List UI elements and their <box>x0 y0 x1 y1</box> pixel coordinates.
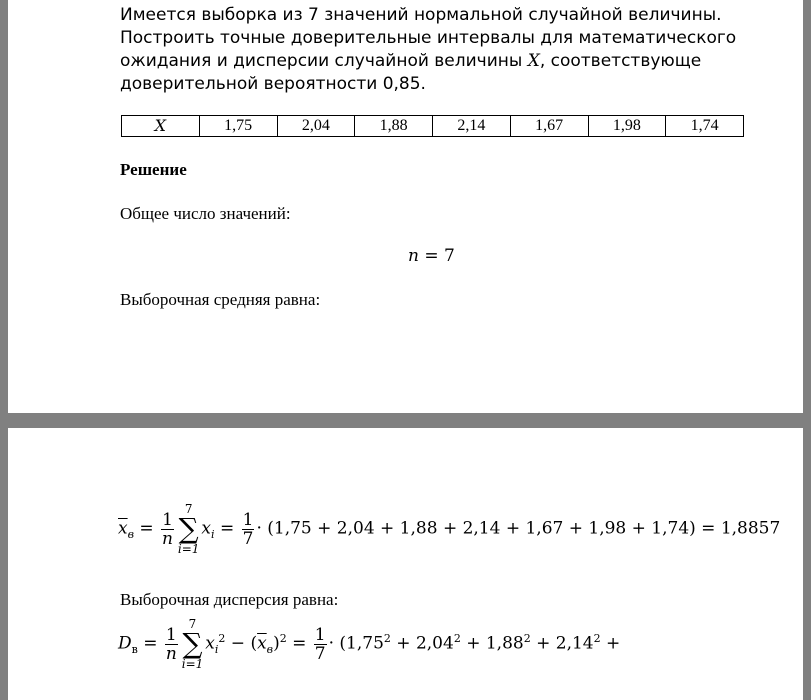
table-cell: 1,88 <box>355 116 433 137</box>
variance-mean-power: 2 <box>279 631 287 645</box>
variance-term-1-power: 2 <box>383 631 391 645</box>
variance-formula <box>118 618 620 670</box>
mean-lhs-variable: $\overline{x}$ <box>118 518 128 539</box>
table-cell: 2,14 <box>433 116 511 137</box>
mean-expression-rest: · (1,75 + 2,04 + 1,88 + 2,14 + 1,67 + 1,98 + 1,74) = 1,8857 <box>256 518 781 539</box>
variance-lhs-subscript: в <box>131 642 138 656</box>
table-cell: 1,98 <box>588 116 666 137</box>
problem-variable: X <box>527 51 540 71</box>
table-cell: 1,67 <box>510 116 588 137</box>
variance-term-variable: x <box>205 633 215 654</box>
variance-term-2-power: 2 <box>453 631 461 645</box>
fraction-denominator: 7 <box>314 643 326 664</box>
document-page-1 <box>8 0 803 413</box>
mean-term-variable: x <box>201 518 212 539</box>
count-variable: n <box>408 246 419 266</box>
variance-trailing-plus: + <box>600 633 621 654</box>
variance-summation <box>182 618 204 670</box>
variance-close-paren: ) <box>273 633 280 654</box>
variance-term-subscript: i <box>214 642 219 656</box>
variance-label: Выборочная дисперсия равна: <box>120 590 339 609</box>
variance-term-3: + 1,88 <box>460 633 524 654</box>
variance-term-power: 2 <box>218 631 226 645</box>
fraction-numerator: 1 <box>314 624 326 645</box>
sum-upper-limit: 7 <box>188 617 197 631</box>
sample-table <box>121 115 744 137</box>
variance-mean-subscript: в <box>266 642 274 656</box>
solution-heading: Решение <box>120 160 187 179</box>
variance-term-4: + 2,14 <box>530 633 594 654</box>
mean-eq2: = <box>214 518 240 539</box>
fraction-denominator: n <box>162 528 173 549</box>
table-row <box>122 116 744 137</box>
count-label: Общее число значений: <box>120 204 291 223</box>
variance-eq2: = <box>286 633 312 654</box>
fraction-numerator: 1 <box>162 509 173 530</box>
mean-eq1: = <box>134 518 160 539</box>
sum-upper-limit: 7 <box>184 502 193 516</box>
fraction-numerator: 1 <box>165 624 177 645</box>
fraction-denominator: 7 <box>242 528 254 549</box>
mean-fraction-1n <box>161 511 174 548</box>
table-cell: 1,74 <box>666 116 744 137</box>
count-equation: = 7 <box>418 246 455 266</box>
sum-lower-limit: i=1 <box>181 657 204 671</box>
mean-formula <box>118 503 780 555</box>
mean-term-subscript: i <box>211 527 215 541</box>
mean-label: Выборочная средняя равна: <box>120 290 321 309</box>
count-formula <box>408 246 455 266</box>
variance-minus: − ( <box>225 633 258 654</box>
fraction-numerator: 1 <box>242 509 254 530</box>
sum-lower-limit: i=1 <box>177 542 200 556</box>
problem-text-start: Имеется выборка из 7 значений нормальной случайной величины. Построить точные доверительные интервалы для математического ожидания и дисперсии случайной величины <box>120 5 737 71</box>
table-cell: 1,75 <box>199 116 277 137</box>
variance-term-4-power: 2 <box>593 631 601 645</box>
variance-fraction-1n <box>165 626 178 663</box>
mean-summation <box>178 503 200 555</box>
variance-term-2: + 2,04 <box>390 633 454 654</box>
mean-lhs-subscript: в <box>127 527 134 541</box>
variance-lhs-variable: D <box>118 633 132 654</box>
variance-term-3-power: 2 <box>523 631 531 645</box>
mean-fraction-17 <box>242 511 255 548</box>
variance-mean-variable: $\overline{x}$ <box>257 633 267 654</box>
table-header-cell: X <box>122 116 200 137</box>
variance-fraction-17 <box>314 626 327 663</box>
problem-text-end: , соответствующе доверительной вероятности 0,85. <box>120 51 702 94</box>
variance-eq1: = <box>137 633 163 654</box>
variance-term-1: · (1,75 <box>328 633 384 654</box>
problem-statement <box>120 4 760 96</box>
fraction-denominator: n <box>165 643 177 664</box>
sigma-symbol: ∑ <box>178 512 199 545</box>
sigma-symbol: ∑ <box>182 627 203 660</box>
document-page-2 <box>8 428 803 700</box>
table-cell: 2,04 <box>277 116 355 137</box>
